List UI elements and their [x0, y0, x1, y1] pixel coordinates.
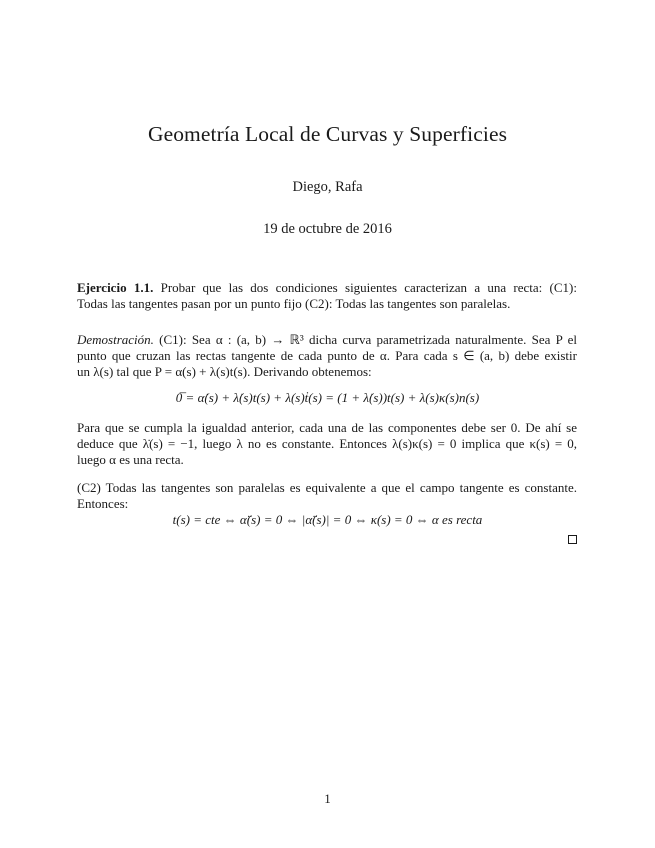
- qed-square-icon: [568, 535, 577, 544]
- proof-block: [77, 332, 577, 380]
- proof-label: Demostración.: [77, 332, 154, 347]
- c2-line-1: (C2) Todas las tangentes son paralelas es equivalente a que el campo tangente es constante.: [77, 480, 577, 495]
- proof-line-1: [77, 332, 577, 348]
- equation-derivative: 0̅ = α̇(s) + λ̇(s)t(s) + λ(s)ṫ(s) = (1 + λ̇(s))t(s) + λ(s)κ(s)n(s): [175, 390, 480, 405]
- exercise-text-1: Probar que las dos condiciones siguientes caracterizan a una recta: (C1):: [153, 280, 577, 295]
- proof-line-2: punto que cruzan las rectas tangente de cada punto de α. Para cada s ∈ (a, b) debe existir: [77, 348, 577, 363]
- c2-line-2: Entonces:: [77, 496, 129, 511]
- proof-c2-paragraph: [77, 480, 577, 512]
- exercise-line-1: [77, 280, 577, 296]
- equation-tangent-constant: t(s) = cte ⇔ α̈(s) = 0 ⇔ |α̈(s)| = 0 ⇔ κ(s) = 0 ⇔ α es recta: [172, 512, 483, 527]
- proof-text-1: (C1): Sea α : (a, b) → ℝ³ dicha curva parametrizada naturalmente. Sea P el: [153, 332, 577, 347]
- page-number: 1: [324, 791, 331, 806]
- proof-paragraph-2: [77, 420, 577, 468]
- exercise-label: Ejercicio 1.1.: [77, 280, 154, 295]
- exercise-line-2: Todas las tangentes pasan por un punto fijo (C2): Todas las tangentes son paralelas.: [77, 296, 511, 311]
- exercise-block: [77, 280, 577, 312]
- para2-line-3: luego α es una recta.: [77, 452, 184, 467]
- document-date: 19 de octubre de 2016: [263, 221, 392, 237]
- document-title: Geometría Local de Curvas y Superficies: [147, 122, 508, 146]
- document-author: Diego, Rafa: [292, 179, 363, 195]
- para2-line-1: Para que se cumpla la igualdad anterior, cada una de las componentes debe ser 0. De ahí se: [77, 420, 577, 435]
- para2-line-2: deduce que λ̇(s) = −1, luego λ no es constante. Entonces λ(s)κ(s) = 0 implica que κ(s) = 0,: [77, 436, 577, 451]
- proof-line-3: un λ(s) tal que P = α(s) + λ(s)t(s). Derivando obtenemos:: [77, 364, 372, 379]
